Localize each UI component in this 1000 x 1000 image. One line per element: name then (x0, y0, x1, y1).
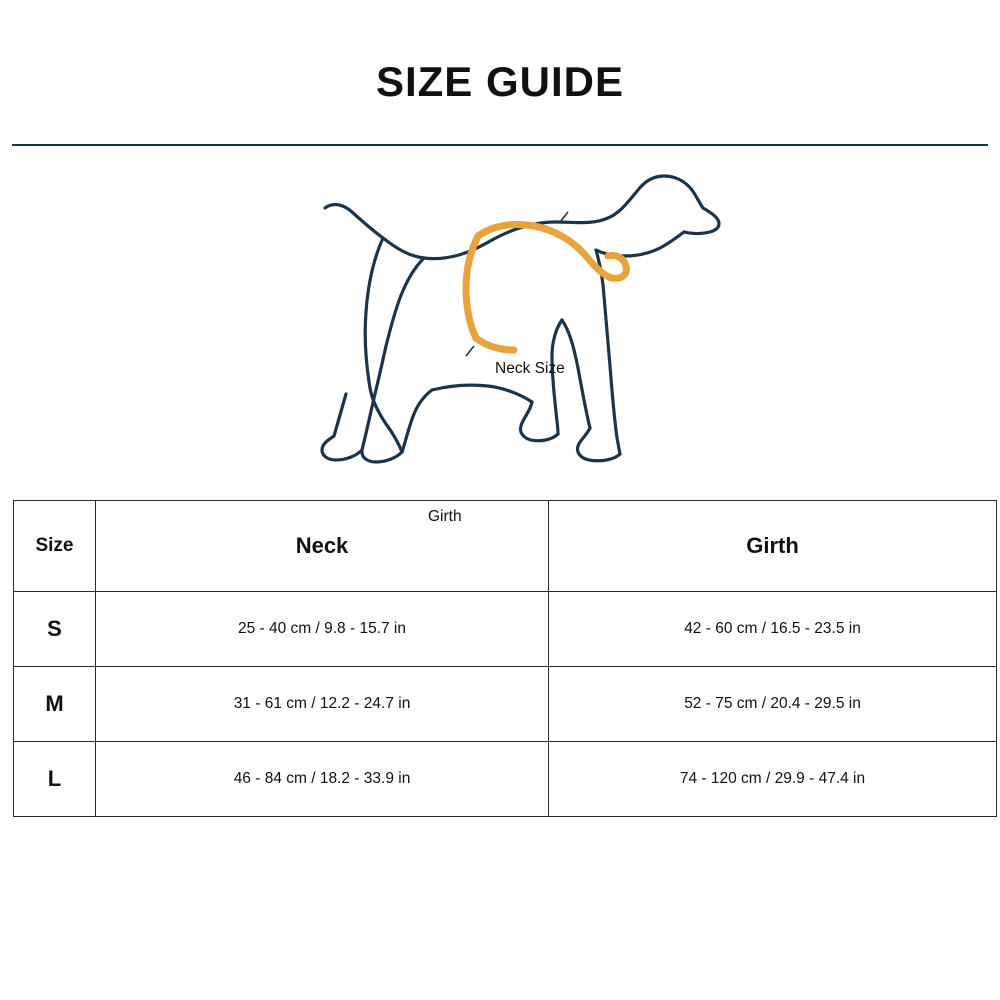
table-row (14, 592, 997, 667)
cell-size-l: L (14, 742, 96, 817)
cell-size-s: S (14, 592, 96, 667)
cell-neck-m: 31 - 61 cm / 12.2 - 24.7 in (96, 667, 549, 742)
cell-girth-s: 42 - 60 cm / 16.5 - 23.5 in (549, 592, 997, 667)
cell-size-m: M (14, 667, 96, 742)
neck-size-label: Neck Size (495, 360, 565, 377)
table-row (14, 742, 997, 817)
cell-neck-s: 25 - 40 cm / 9.8 - 15.7 in (96, 592, 549, 667)
size-table-body (14, 592, 997, 817)
column-header-neck: Neck (96, 501, 549, 592)
table-header-row (14, 501, 997, 592)
size-table-header (14, 501, 997, 592)
dog-measurement-diagram (0, 160, 1000, 525)
girth-label: Girth (428, 508, 462, 525)
cell-girth-l: 74 - 120 cm / 29.9 - 47.4 in (549, 742, 997, 817)
dog-outline-icon (0, 160, 1000, 490)
table-row (14, 667, 997, 742)
cell-neck-l: 46 - 84 cm / 18.2 - 33.9 in (96, 742, 549, 817)
page-title: SIZE GUIDE (375, 58, 625, 105)
cell-girth-m: 52 - 75 cm / 20.4 - 29.5 in (549, 667, 997, 742)
column-header-size: Size (14, 501, 96, 592)
size-table (13, 500, 997, 817)
title-divider (12, 144, 988, 146)
column-header-girth: Girth (549, 501, 997, 592)
